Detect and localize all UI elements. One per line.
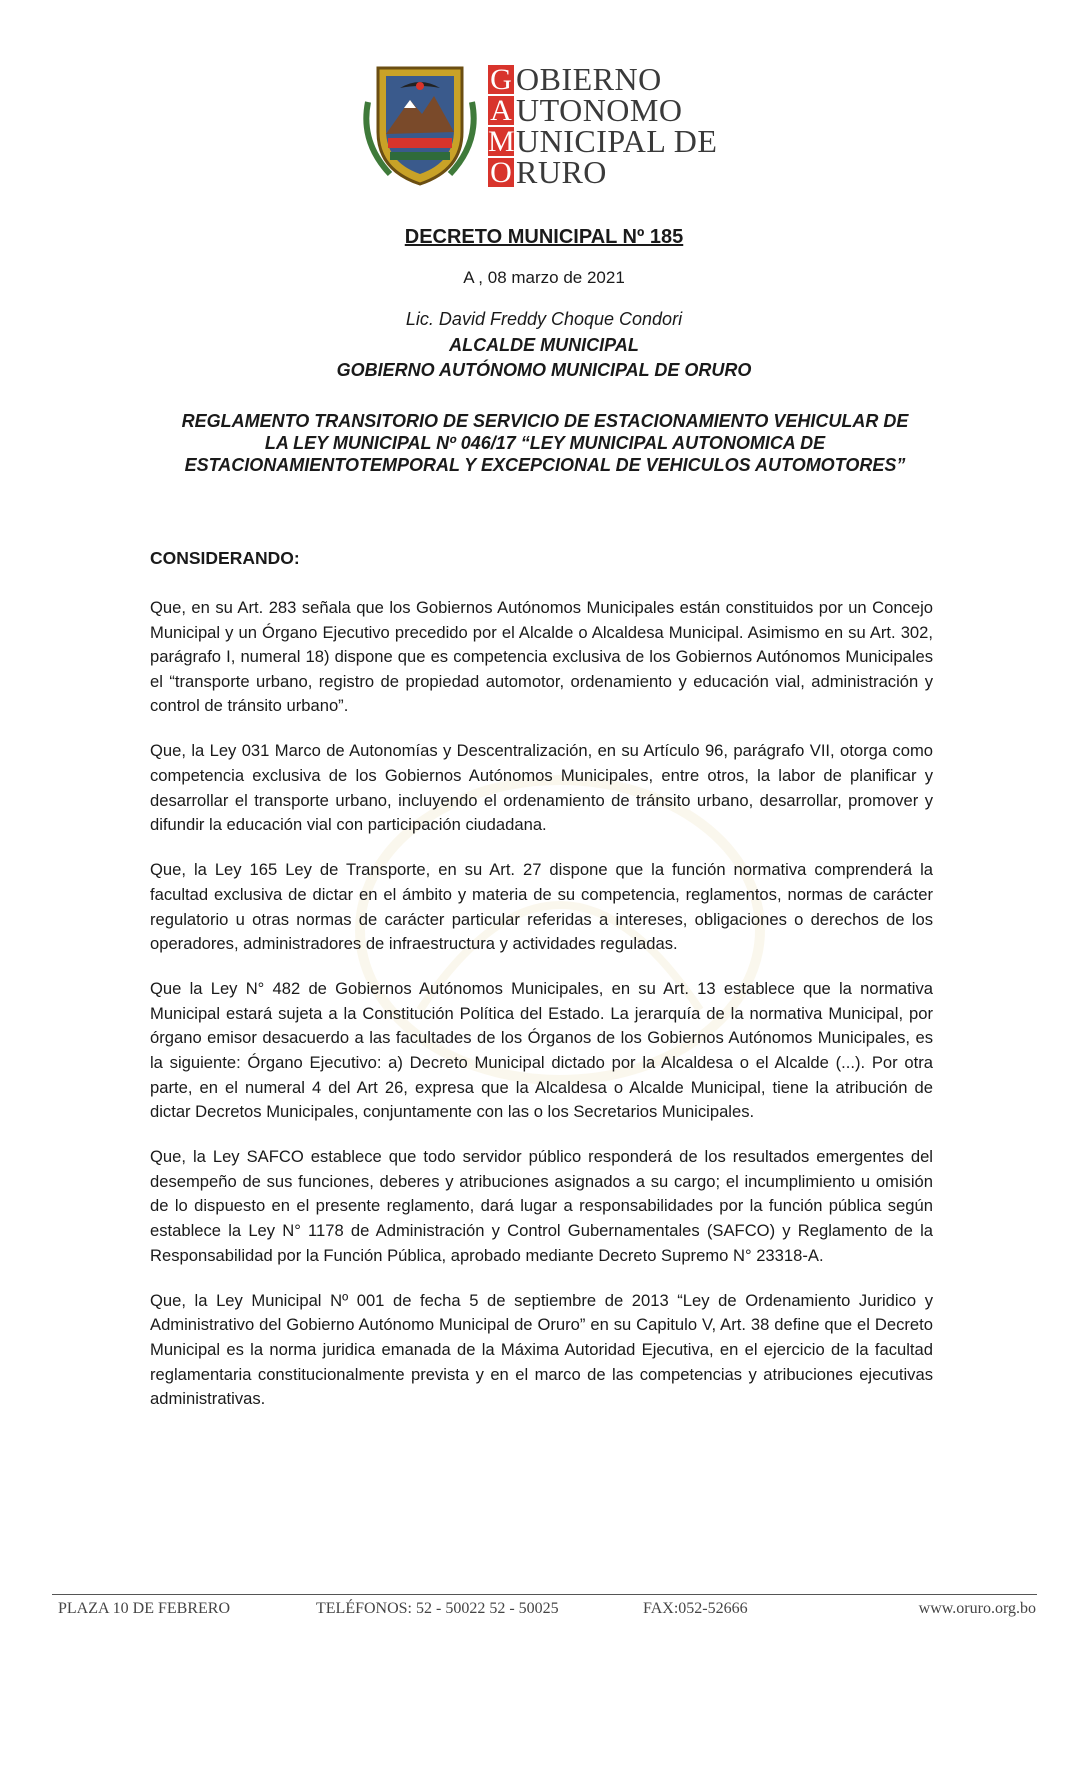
municipal-logo bbox=[360, 62, 740, 192]
paragraph: Que, la Ley SAFCO establece que todo servidor público responderá de los resultados emergentes del desempeño de sus funciones, deberes y atribuciones asignados a su cargo; el incumplimiento u omisión de lo dispuesto en el presente reglamento, dará lugar a responsabilidades por la función pública según establece la Ley N° 1178 de Administración y Control Gubernamentales (SAFCO) y Reglamento de la Responsabilidad por la Función Pública, aprobado mediante Decreto Supremo N° 23318-A. bbox=[150, 1147, 933, 1265]
logo-initial: M bbox=[488, 125, 515, 158]
regulation-title-line: LA LEY MUNICIPAL Nº 046/17 “LEY MUNICIPAL AUTONOMICA DE bbox=[264, 433, 826, 453]
considerando-heading: CONSIDERANDO: bbox=[150, 548, 300, 568]
paragraph: Que, la Ley Municipal Nº 001 de fecha 5 de septiembre de 2013 “Ley de Ordenamiento Juridico y Administrativo del Gobierno Autónomo Municipal de Oruro” en su Capitulo V, Art. 38 define que el Decreto Municipal es la norma juridica emanada de la Máxima Autoridad Ejecutiva, en el ejercicio de la facultad reglamentaria constitucionalmente prevista y en el marco de las competencias y atribuciones ejecutivas administrativas. bbox=[150, 1290, 933, 1409]
paragraph: Que la Ley N° 482 de Gobiernos Autónomos Municipales, en su Art. 13 establece que la normativa Municipal estará sujeta a la Constitución Política del Estado. La jerarquía de la normativa Municipal, por órgano emisor desacuerdo a las facultades de los Órganos de los Gobiernos Autónomos Municipales, es la siguiente: Órgano Ejecutivo: a) Decreto Municipal dictado por la Alcaldesa o el Alcalde (...). Por otra parte, en el numeral 4 del Art 26, expresa que la Alcaldesa o Alcalde Municipal, tiene la atribución de dictar Decretos Municipales, conjuntamente con las o los Secretarios Municipales. bbox=[150, 979, 933, 1122]
footer bbox=[58, 1600, 1036, 1624]
footer-address: PLAZA 10 DE FEBRERO bbox=[58, 1600, 231, 1617]
footer-phones: TELÉFONOS: 52 - 50022 52 - 50025 bbox=[316, 1600, 559, 1617]
regulation-title bbox=[150, 410, 940, 476]
logo-word: RURO bbox=[516, 154, 607, 190]
paragraph: Que, la Ley 031 Marco de Autonomías y Descentralización, en su Artículo 96, parágrafo VII, otorga como competencia exclusiva de los Gobiernos Autónomos Municipales, entre otros, la labor de planificar y desarrollar el transporte urbano, incluyendo el ordenamiento de tránsito urbano, desarrollar, promover y difundir la educación vial con participación ciudadana. bbox=[150, 741, 933, 835]
regulation-title-line: ESTACIONAMIENTOTEMPORAL Y EXCEPCIONAL DE VEHICULOS AUTOMOTORES” bbox=[184, 455, 906, 475]
paragraph: Que, en su Art. 283 señala que los Gobiernos Autónomos Municipales están constituidos por un Concejo Municipal y un Órgano Ejecutivo precedido por el Alcalde o Alcaldesa Municipal. Asimismo en su Art. 302, parágrafo I, numeral 18) dispone que es competencia exclusiva de los Gobiernos Autónomos Municipales el “transporte urbano, registro de propiedad automotor, ordenamiento y educación vial, administración y control de tránsito urbano”. bbox=[150, 598, 933, 716]
mayor-title: ALCALDE MUNICIPAL bbox=[449, 335, 639, 355]
logo-initial: G bbox=[488, 65, 514, 94]
logo-initial: A bbox=[488, 96, 514, 125]
coat-of-arms-icon bbox=[360, 62, 480, 190]
logo-word: OBIERNO bbox=[516, 61, 662, 97]
logo-initial: O bbox=[488, 158, 514, 187]
logo-word: UTONOMO bbox=[516, 92, 683, 128]
body-text bbox=[150, 596, 933, 1432]
logo-word: UNICIPAL DE bbox=[516, 123, 718, 159]
footer-fax: FAX:052-52666 bbox=[643, 1600, 748, 1617]
mayor-name: Lic. David Freddy Choque Condori bbox=[405, 309, 683, 329]
government-title: GOBIERNO AUTÓNOMO MUNICIPAL DE ORURO bbox=[336, 360, 752, 380]
regulation-title-line: REGLAMENTO TRANSITORIO DE SERVICIO DE ESTACIONAMIENTO VEHICULAR DE bbox=[181, 411, 909, 431]
name-line-2 bbox=[488, 92, 717, 128]
name-line-3 bbox=[488, 123, 718, 159]
paragraph: Que, la Ley 165 Ley de Transporte, en su Art. 27 dispone que la función normativa comprenderá la facultad exclusiva de dictar en el ámbito y materia de su competencia, reglamentos, normas de carácter regulatorio u otras normas de carácter particular referidas a intereses, obligaciones o derechos de los operadores, administradores de infraestructura y actividades reguladas. bbox=[150, 860, 933, 954]
decree-title: DECRETO MUNICIPAL Nº 185 bbox=[404, 226, 684, 248]
municipal-name bbox=[488, 61, 718, 190]
footer-website[interactable]: www.oruro.org.bo bbox=[918, 1600, 1036, 1617]
decree-date: A , 08 marzo de 2021 bbox=[463, 268, 625, 287]
footer-divider bbox=[52, 1594, 1037, 1595]
name-line-1 bbox=[488, 61, 717, 97]
name-line-4 bbox=[488, 154, 717, 190]
